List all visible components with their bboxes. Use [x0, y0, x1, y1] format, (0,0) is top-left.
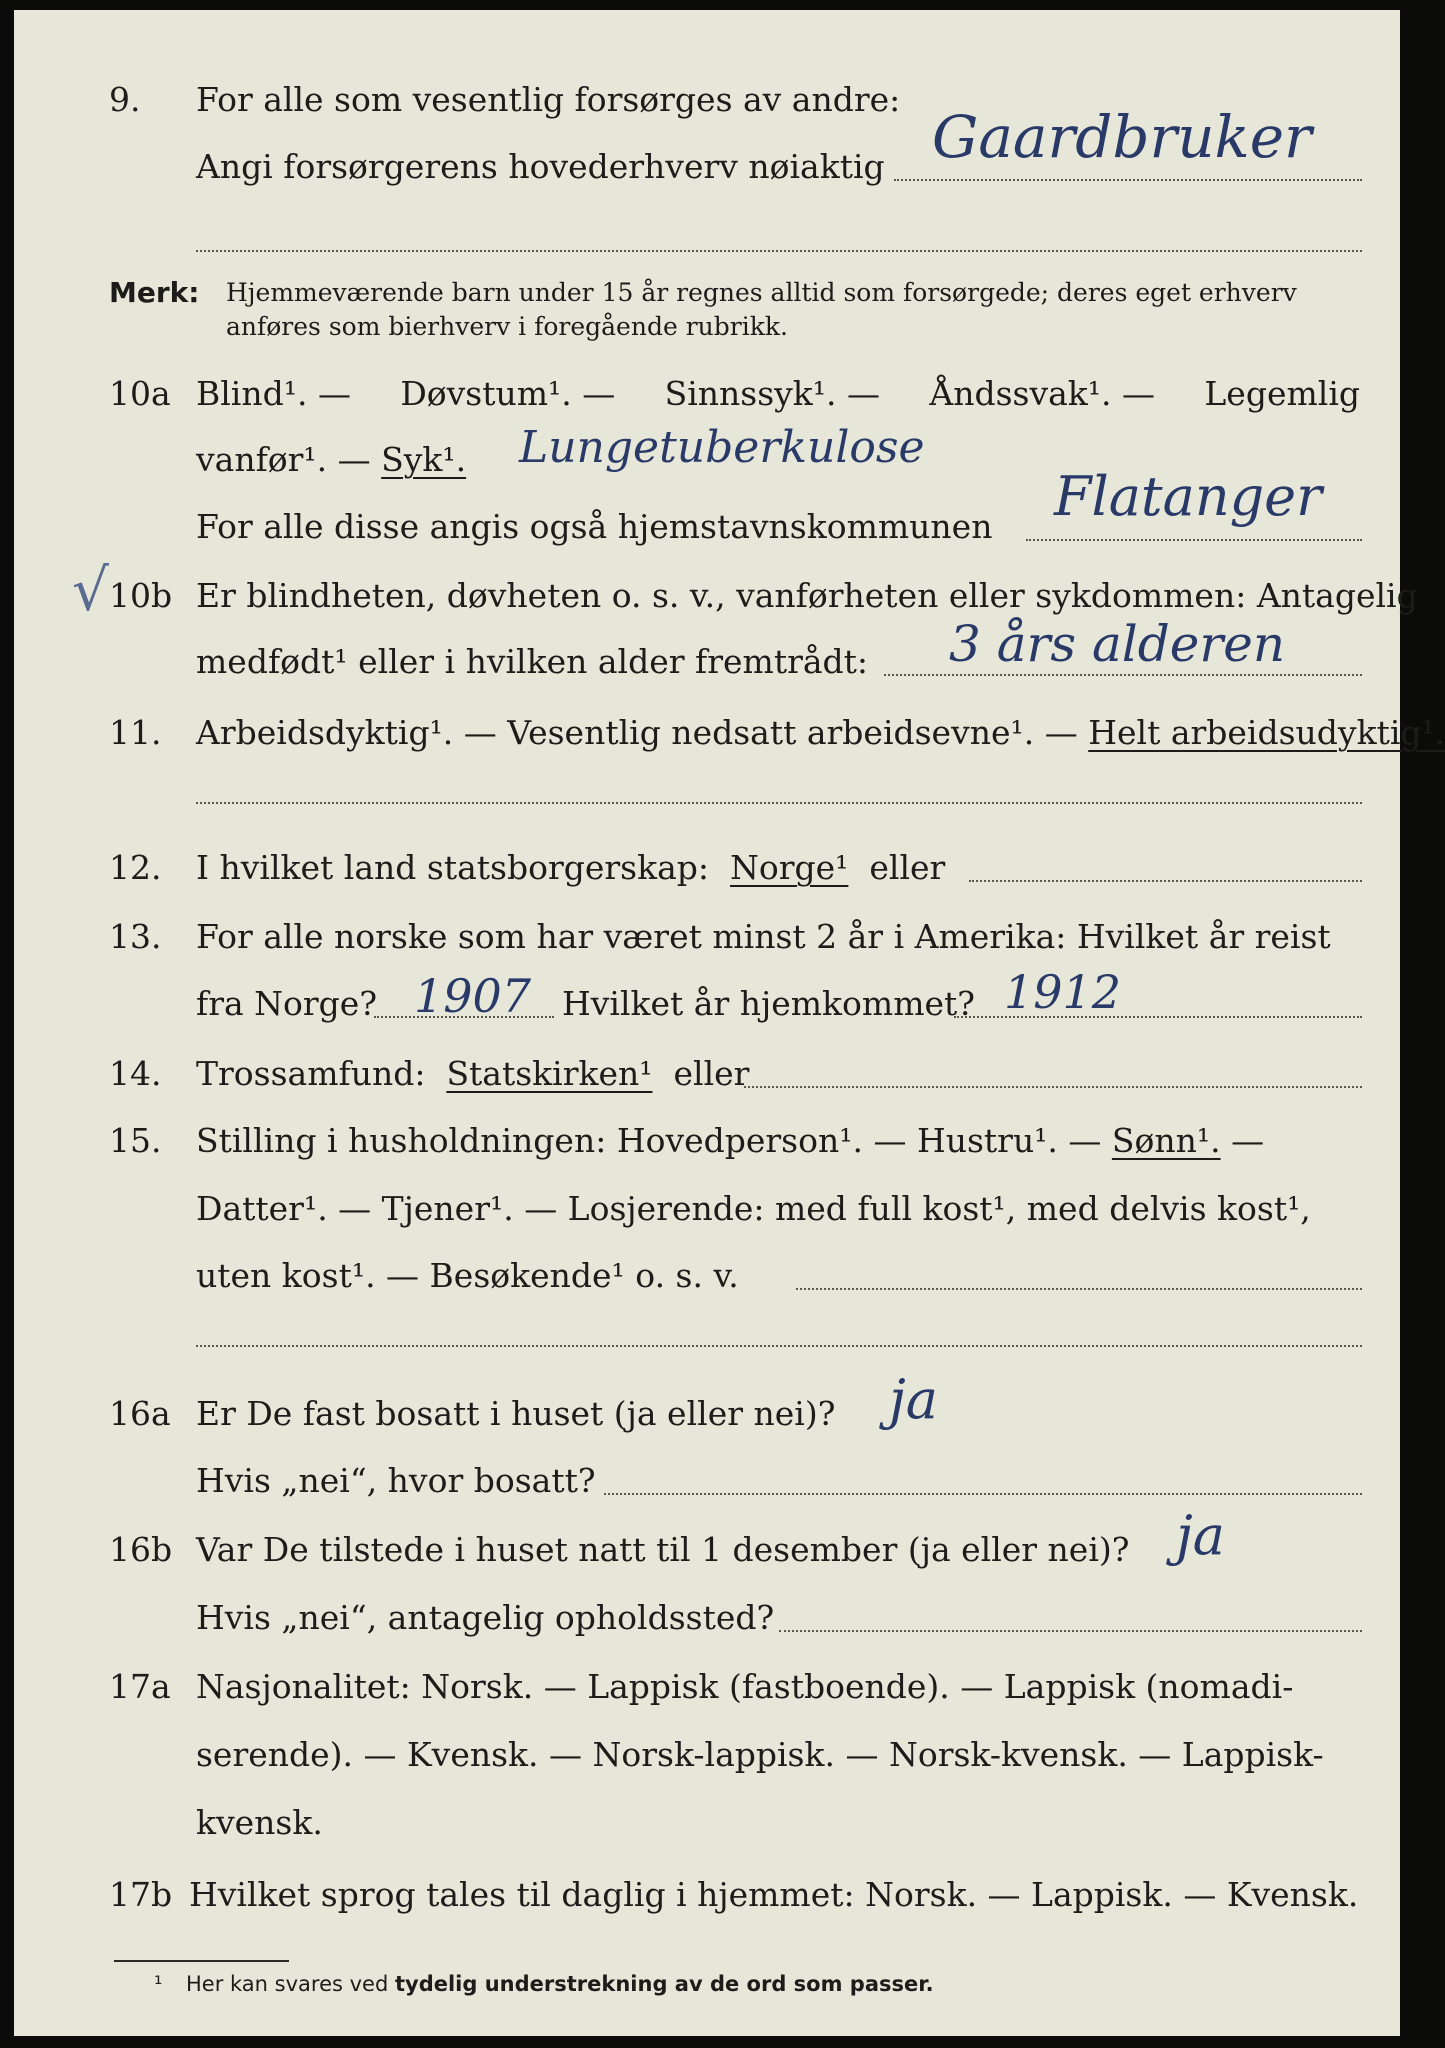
- q10a-options: [196, 366, 1360, 422]
- q14-eller: eller: [673, 1054, 750, 1093]
- q16a-line1: [14, 1368, 1400, 1442]
- q9-provider-prompt: Angi forsørgerens hovederhverv nøiaktig: [196, 147, 885, 186]
- option-syk-underlined[interactable]: Syk¹.: [381, 440, 467, 479]
- q9-line2: [14, 103, 1400, 195]
- q12-norge-underlined[interactable]: Norge¹: [730, 848, 849, 887]
- q14-line: [14, 1046, 1400, 1102]
- q10b-number: 10b: [109, 576, 173, 615]
- q17a-options-1[interactable]: Nasjonalitet: Norsk. — Lappisk (fastboende). — Lappisk (nomadi-: [196, 1667, 1294, 1706]
- q16b-line1: [14, 1504, 1400, 1578]
- q14-text: [196, 1046, 1400, 1102]
- q15-dash: —: [1231, 1121, 1265, 1160]
- q16a-followup: Hvis „nei“, hvor bosatt?: [196, 1461, 596, 1500]
- option-legemlig[interactable]: Legemlig: [1204, 374, 1360, 413]
- option-dovstum[interactable]: Døvstum¹. —: [400, 374, 616, 413]
- q11-number: 11.: [109, 713, 162, 752]
- q16a-line2: [14, 1453, 1400, 1509]
- q9-number: 9.: [109, 80, 141, 119]
- q17a-options-2[interactable]: serende). — Kvensk. — Norsk-lappisk. — Norsk-kvensk. — Lappisk-: [196, 1735, 1324, 1774]
- q13-line2: [14, 965, 1400, 1032]
- q11-option-text[interactable]: Arbeidsdyktig¹. — Vesentlig nedsatt arbeidsevne¹. —: [196, 713, 1078, 752]
- q13-return-prompt: Hvilket år hjemkommet?: [562, 984, 975, 1023]
- q10a-home-prompt: For alle disse angis også hjemstavnskommunen: [196, 507, 993, 546]
- q16a-answer-line[interactable]: [604, 1493, 1362, 1495]
- q12-text: [196, 840, 1400, 896]
- census-form-page: [14, 10, 1445, 2036]
- q10b-answer-line[interactable]: [884, 674, 1362, 676]
- q10b-age-prompt: medfødt¹ eller i hvilken alder fremtrådt:: [196, 642, 869, 681]
- q17a-line3: [14, 1795, 1400, 1851]
- q17b-number: 17b: [109, 1875, 173, 1914]
- footnote-rule: [114, 1960, 289, 1962]
- q16b-answer: ja: [1176, 1504, 1225, 1567]
- q17a-options-3[interactable]: kvensk.: [196, 1803, 323, 1842]
- q14-number: 14.: [109, 1054, 162, 1093]
- option-vanfor[interactable]: vanfør¹. —: [196, 440, 371, 479]
- footnote-text-a: Her kan svares ved: [186, 1972, 389, 1996]
- q14-statskirken-underlined[interactable]: Statskirken¹: [446, 1054, 653, 1093]
- q13-left-prompt: fra Norge?: [196, 984, 378, 1023]
- q10a-line3: [14, 465, 1400, 555]
- q15-number: 15.: [109, 1121, 162, 1160]
- q13-year-return: 1912: [1004, 965, 1122, 1019]
- q13-number: 13.: [109, 917, 162, 956]
- q10b-line2: [14, 615, 1400, 690]
- q10b-answer: 3 års alderen: [949, 615, 1286, 673]
- q17a-line2: [14, 1727, 1400, 1783]
- q13-year-left: 1907: [414, 969, 532, 1023]
- q15-options-2[interactable]: Datter¹. — Tjener¹. — Losjerende: med full kost¹, med delvis kost¹,: [196, 1189, 1311, 1228]
- q10a-line1: [14, 366, 1400, 422]
- q10a-illness-answer: Lungetuberkulose: [519, 422, 925, 473]
- option-sinnssyk[interactable]: Sinnssyk¹. —: [664, 374, 881, 413]
- q14-answer-line[interactable]: [744, 1086, 1362, 1088]
- q17a-line1: [14, 1659, 1400, 1715]
- q15-line2: [14, 1181, 1400, 1237]
- q12-line: [14, 840, 1400, 896]
- q16a-number: 16a: [109, 1394, 171, 1433]
- q12-number: 12.: [109, 848, 162, 887]
- q10a-home-line[interactable]: [1026, 539, 1362, 541]
- q16b-answer-line[interactable]: [779, 1630, 1362, 1632]
- q9-answer-line[interactable]: [894, 179, 1362, 181]
- q13-line1: [14, 909, 1400, 965]
- q10b-prompt: Er blindheten, døvheten o. s. v., vanførheten eller sykdommen: Antagelig: [196, 576, 1418, 615]
- q16a-answer: ja: [889, 1368, 938, 1431]
- q15-answer-line[interactable]: [796, 1288, 1362, 1290]
- q12-eller: eller: [869, 848, 946, 887]
- q14-prompt: Trossamfund:: [196, 1054, 426, 1093]
- q16b-followup: Hvis „nei“, antagelig opholdssted?: [196, 1598, 775, 1637]
- q11-line: [14, 705, 1445, 761]
- merk-note: [14, 272, 1400, 352]
- q16b-line2: [14, 1590, 1400, 1646]
- q11-options: [196, 705, 1445, 761]
- q17b-options[interactable]: Hvilket sprog tales til daglig i hjemmet: Norsk. — Lappisk. — Kvensk.: [189, 1875, 1359, 1914]
- q15-options-3[interactable]: uten kost¹. — Besøkende¹ o. s. v.: [196, 1256, 739, 1295]
- q15-line1: [14, 1113, 1400, 1169]
- q11-extra-line[interactable]: [196, 802, 1362, 804]
- q15-line3: [14, 1248, 1400, 1304]
- q15-options-1: [196, 1113, 1400, 1169]
- merk-label: Merk:: [109, 276, 200, 309]
- q9-prompt: For alle som vesentlig forsørges av andre:: [196, 80, 901, 119]
- q15-text-a[interactable]: Stilling i husholdningen: Hovedperson¹. — Hustru¹. —: [196, 1121, 1102, 1160]
- footnote-text: [186, 1972, 934, 1996]
- footnote-mark: ¹: [154, 1972, 163, 1996]
- q17a-number: 17a: [109, 1667, 171, 1706]
- q16b-number: 16b: [109, 1530, 173, 1569]
- footnote-text-b: tydelig understrekning av de ord som passer.: [394, 1972, 934, 1996]
- option-blind[interactable]: Blind¹. —: [196, 374, 351, 413]
- q15-sonn-underlined[interactable]: Sønn¹.: [1111, 1121, 1221, 1160]
- q10a-number: 10a: [109, 374, 171, 413]
- q16a-prompt: Er De fast bosatt i huset (ja eller nei)?: [196, 1394, 836, 1433]
- merk-text: Hjemmeværende barn under 15 år regnes alltid som forsørgede; deres eget erhverv anføres som bierhverv i foregående rubrikk.: [226, 278, 1297, 341]
- footnote: [14, 1972, 1400, 2006]
- q15-extra-line[interactable]: [196, 1345, 1362, 1347]
- q11-underlined-choice[interactable]: Helt arbeidsudyktig¹.: [1088, 713, 1445, 752]
- q10a-home-answer: Flatanger: [1054, 465, 1322, 528]
- option-andssvak[interactable]: Åndssvak¹. —: [929, 374, 1155, 413]
- q17b-line: [14, 1867, 1400, 1923]
- q9-extra-line[interactable]: [196, 250, 1362, 252]
- q16b-prompt: Var De tilstede i huset natt til 1 desember (ja eller nei)?: [196, 1530, 1130, 1569]
- q13-prompt: For alle norske som har været minst 2 år i Amerika: Hvilket år reist: [196, 917, 1331, 956]
- q9-answer: Gaardbruker: [932, 103, 1312, 171]
- q12-prompt: I hvilket land statsborgerskap:: [196, 848, 710, 887]
- q12-answer-line[interactable]: [969, 880, 1362, 882]
- margin-check-mark: √: [72, 556, 109, 624]
